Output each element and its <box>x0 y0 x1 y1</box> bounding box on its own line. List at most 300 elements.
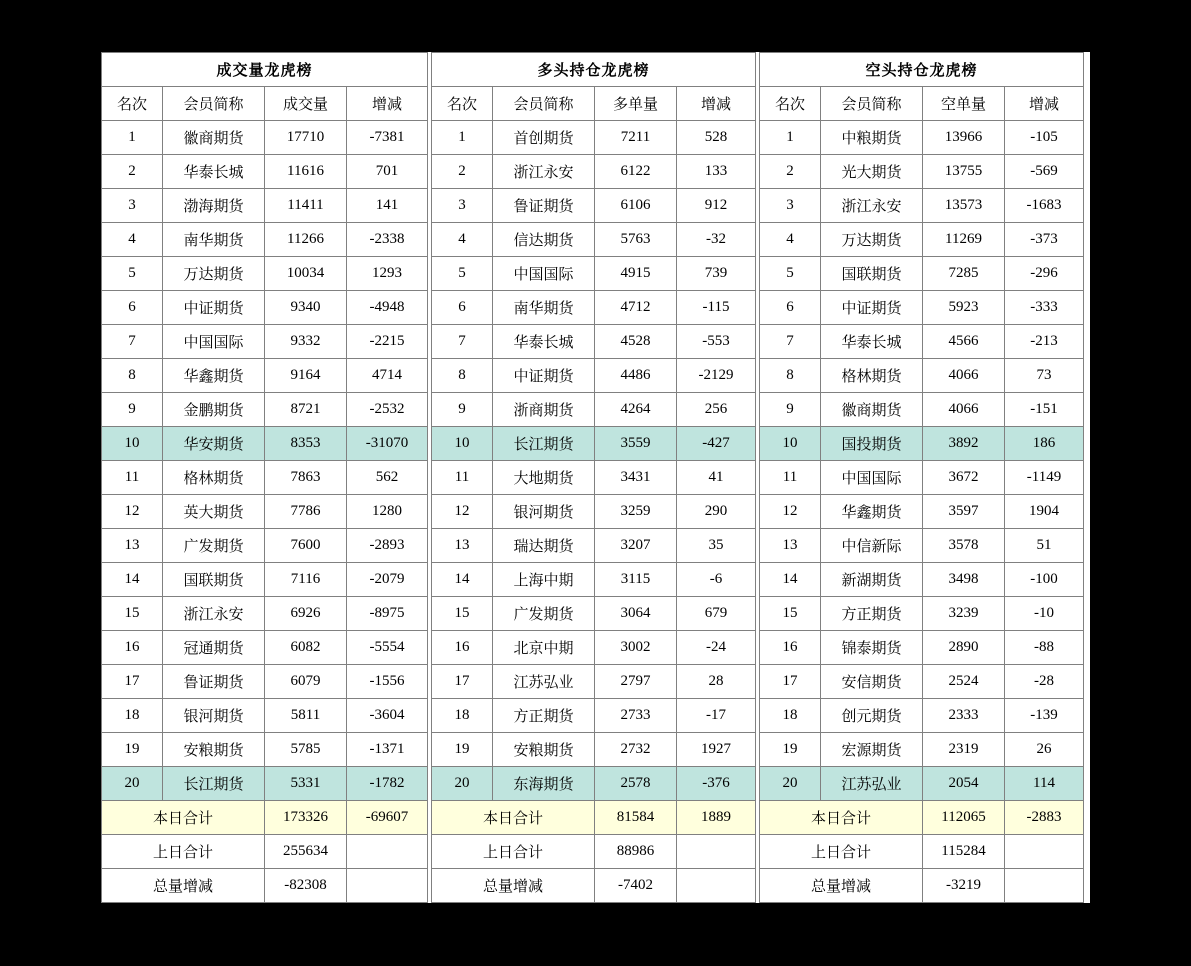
rank-cell: 10 <box>432 427 493 461</box>
table-row <box>432 359 756 393</box>
change-cell: 1280 <box>347 495 428 529</box>
table-row <box>102 223 428 257</box>
rank-cell: 3 <box>760 189 821 223</box>
rank-cell: 20 <box>432 767 493 801</box>
member-name-cell: 中证期货 <box>493 359 595 393</box>
table-row <box>432 699 756 733</box>
table-row <box>760 393 1084 427</box>
change-cell: -2129 <box>677 359 756 393</box>
summary-change <box>347 869 428 903</box>
table-row <box>102 427 428 461</box>
rank-cell: 17 <box>102 665 163 699</box>
member-name-cell: 格林期货 <box>163 461 265 495</box>
change-cell: -139 <box>1005 699 1084 733</box>
table-row <box>760 121 1084 155</box>
volume-cell: 3064 <box>595 597 677 631</box>
rank-cell: 18 <box>432 699 493 733</box>
member-name-cell: 宏源期货 <box>821 733 923 767</box>
volume-cell: 3559 <box>595 427 677 461</box>
member-name-cell: 徽商期货 <box>821 393 923 427</box>
member-name-cell: 冠通期货 <box>163 631 265 665</box>
volume-cell: 11616 <box>265 155 347 189</box>
summary-label: 总量增减 <box>102 869 265 903</box>
table-row <box>102 767 428 801</box>
member-name-cell: 大地期货 <box>493 461 595 495</box>
rank-cell: 20 <box>102 767 163 801</box>
column-header: 名次 <box>760 87 821 121</box>
board-title: 多头持仓龙虎榜 <box>432 53 756 87</box>
rank-cell: 5 <box>102 257 163 291</box>
table-row <box>432 461 756 495</box>
column-header: 名次 <box>102 87 163 121</box>
change-cell: 4714 <box>347 359 428 393</box>
rank-cell: 9 <box>432 393 493 427</box>
member-name-cell: 英大期货 <box>163 495 265 529</box>
member-name-cell: 万达期货 <box>821 223 923 257</box>
member-name-cell: 中国国际 <box>493 257 595 291</box>
change-cell: 256 <box>677 393 756 427</box>
member-name-cell: 安粮期货 <box>163 733 265 767</box>
change-cell: 679 <box>677 597 756 631</box>
volume-cell: 4712 <box>595 291 677 325</box>
rank-cell: 5 <box>760 257 821 291</box>
board-table <box>431 52 756 903</box>
board-1 <box>101 52 428 903</box>
member-name-cell: 南华期货 <box>493 291 595 325</box>
member-name-cell: 首创期货 <box>493 121 595 155</box>
volume-cell: 3431 <box>595 461 677 495</box>
rank-cell: 7 <box>102 325 163 359</box>
change-cell: 114 <box>1005 767 1084 801</box>
change-cell: -1149 <box>1005 461 1084 495</box>
summary-row <box>102 869 428 903</box>
column-header: 增减 <box>1005 87 1084 121</box>
table-row <box>760 461 1084 495</box>
volume-cell: 8721 <box>265 393 347 427</box>
summary-value: -7402 <box>595 869 677 903</box>
change-cell: -100 <box>1005 563 1084 597</box>
rank-cell: 1 <box>432 121 493 155</box>
rank-cell: 19 <box>102 733 163 767</box>
member-name-cell: 南华期货 <box>163 223 265 257</box>
volume-cell: 2733 <box>595 699 677 733</box>
change-cell: -17 <box>677 699 756 733</box>
change-cell: 186 <box>1005 427 1084 461</box>
volume-cell: 3002 <box>595 631 677 665</box>
summary-row <box>102 835 428 869</box>
volume-cell: 6106 <box>595 189 677 223</box>
change-cell: -333 <box>1005 291 1084 325</box>
rank-cell: 6 <box>760 291 821 325</box>
volume-cell: 2319 <box>923 733 1005 767</box>
member-name-cell: 江苏弘业 <box>821 767 923 801</box>
rank-cell: 20 <box>760 767 821 801</box>
rank-cell: 6 <box>432 291 493 325</box>
change-cell: -5554 <box>347 631 428 665</box>
volume-cell: 7786 <box>265 495 347 529</box>
member-name-cell: 浙江永安 <box>163 597 265 631</box>
rank-cell: 14 <box>102 563 163 597</box>
member-name-cell: 中证期货 <box>163 291 265 325</box>
column-header: 多单量 <box>595 87 677 121</box>
change-cell: -32 <box>677 223 756 257</box>
rank-cell: 17 <box>760 665 821 699</box>
rank-cell: 10 <box>102 427 163 461</box>
table-row <box>102 665 428 699</box>
summary-value: -3219 <box>923 869 1005 903</box>
change-cell: -296 <box>1005 257 1084 291</box>
rank-cell: 17 <box>432 665 493 699</box>
table-row <box>432 189 756 223</box>
volume-cell: 3597 <box>923 495 1005 529</box>
table-row <box>102 529 428 563</box>
volume-cell: 13573 <box>923 189 1005 223</box>
change-cell: 739 <box>677 257 756 291</box>
summary-label: 总量增减 <box>432 869 595 903</box>
volume-cell: 7116 <box>265 563 347 597</box>
rank-cell: 11 <box>102 461 163 495</box>
change-cell: -31070 <box>347 427 428 461</box>
table-row <box>760 359 1084 393</box>
summary-change <box>1005 869 1084 903</box>
volume-cell: 3578 <box>923 529 1005 563</box>
member-name-cell: 信达期货 <box>493 223 595 257</box>
rank-cell: 14 <box>760 563 821 597</box>
table-row <box>102 257 428 291</box>
volume-cell: 10034 <box>265 257 347 291</box>
table-row <box>760 597 1084 631</box>
table-row <box>432 223 756 257</box>
volume-cell: 2578 <box>595 767 677 801</box>
summary-value: 88986 <box>595 835 677 869</box>
rank-cell: 16 <box>432 631 493 665</box>
summary-change: -2883 <box>1005 801 1084 835</box>
member-name-cell: 新湖期货 <box>821 563 923 597</box>
summary-change <box>677 835 756 869</box>
rank-cell: 2 <box>102 155 163 189</box>
member-name-cell: 瑞达期货 <box>493 529 595 563</box>
change-cell: 1927 <box>677 733 756 767</box>
change-cell: 73 <box>1005 359 1084 393</box>
summary-value: 115284 <box>923 835 1005 869</box>
table-row <box>102 461 428 495</box>
member-name-cell: 安粮期货 <box>493 733 595 767</box>
volume-cell: 2797 <box>595 665 677 699</box>
table-row <box>102 359 428 393</box>
rank-cell: 12 <box>432 495 493 529</box>
change-cell: -2532 <box>347 393 428 427</box>
summary-row <box>432 801 756 835</box>
member-name-cell: 鲁证期货 <box>163 665 265 699</box>
change-cell: -2893 <box>347 529 428 563</box>
column-header: 增减 <box>347 87 428 121</box>
table-row <box>102 597 428 631</box>
change-cell: -427 <box>677 427 756 461</box>
volume-cell: 7285 <box>923 257 1005 291</box>
rank-cell: 7 <box>432 325 493 359</box>
change-cell: 1293 <box>347 257 428 291</box>
member-name-cell: 安信期货 <box>821 665 923 699</box>
member-name-cell: 光大期货 <box>821 155 923 189</box>
volume-cell: 2890 <box>923 631 1005 665</box>
rank-cell: 4 <box>432 223 493 257</box>
member-name-cell: 广发期货 <box>493 597 595 631</box>
change-cell: -8975 <box>347 597 428 631</box>
volume-cell: 2732 <box>595 733 677 767</box>
volume-cell: 17710 <box>265 121 347 155</box>
change-cell: -2338 <box>347 223 428 257</box>
table-row <box>760 189 1084 223</box>
summary-value: -82308 <box>265 869 347 903</box>
table-row <box>760 529 1084 563</box>
board-table <box>101 52 428 903</box>
summary-value: 173326 <box>265 801 347 835</box>
rank-cell: 13 <box>760 529 821 563</box>
member-name-cell: 中国国际 <box>821 461 923 495</box>
rank-cell: 13 <box>102 529 163 563</box>
volume-cell: 5331 <box>265 767 347 801</box>
member-name-cell: 国联期货 <box>163 563 265 597</box>
rank-cell: 16 <box>102 631 163 665</box>
volume-cell: 3892 <box>923 427 1005 461</box>
table-row <box>102 189 428 223</box>
rank-cell: 7 <box>760 325 821 359</box>
summary-change <box>347 835 428 869</box>
table-row <box>102 495 428 529</box>
column-header: 名次 <box>432 87 493 121</box>
table-row <box>432 563 756 597</box>
member-name-cell: 华泰长城 <box>821 325 923 359</box>
rank-cell: 18 <box>760 699 821 733</box>
table-row <box>760 767 1084 801</box>
change-cell: -151 <box>1005 393 1084 427</box>
table-row <box>432 597 756 631</box>
change-cell: 701 <box>347 155 428 189</box>
rank-cell: 10 <box>760 427 821 461</box>
volume-cell: 4528 <box>595 325 677 359</box>
change-cell: 51 <box>1005 529 1084 563</box>
volume-cell: 5763 <box>595 223 677 257</box>
summary-row <box>432 835 756 869</box>
member-name-cell: 锦泰期货 <box>821 631 923 665</box>
table-row <box>760 665 1084 699</box>
volume-cell: 6082 <box>265 631 347 665</box>
summary-label: 总量增减 <box>760 869 923 903</box>
table-row <box>432 733 756 767</box>
rank-cell: 8 <box>432 359 493 393</box>
change-cell: -1556 <box>347 665 428 699</box>
rank-cell: 6 <box>102 291 163 325</box>
board-3 <box>759 52 1084 903</box>
column-header-row <box>432 87 756 121</box>
column-header-row <box>102 87 428 121</box>
column-header: 会员简称 <box>163 87 265 121</box>
volume-cell: 2524 <box>923 665 1005 699</box>
volume-cell: 9332 <box>265 325 347 359</box>
rank-cell: 11 <box>760 461 821 495</box>
member-name-cell: 浙商期货 <box>493 393 595 427</box>
change-cell: -213 <box>1005 325 1084 359</box>
rank-cell: 1 <box>760 121 821 155</box>
change-cell: -115 <box>677 291 756 325</box>
change-cell: 562 <box>347 461 428 495</box>
change-cell: -24 <box>677 631 756 665</box>
table-row <box>432 631 756 665</box>
change-cell: 133 <box>677 155 756 189</box>
column-header: 增减 <box>677 87 756 121</box>
member-name-cell: 浙江永安 <box>493 155 595 189</box>
board-title: 成交量龙虎榜 <box>102 53 428 87</box>
table-row <box>760 563 1084 597</box>
rank-cell: 14 <box>432 563 493 597</box>
member-name-cell: 长江期货 <box>493 427 595 461</box>
change-cell: -1683 <box>1005 189 1084 223</box>
board-title-row <box>760 53 1084 87</box>
table-row <box>760 291 1084 325</box>
member-name-cell: 中粮期货 <box>821 121 923 155</box>
change-cell: -1371 <box>347 733 428 767</box>
board-title-row <box>102 53 428 87</box>
table-row <box>432 291 756 325</box>
summary-label: 本日合计 <box>432 801 595 835</box>
summary-row <box>760 869 1084 903</box>
table-row <box>102 121 428 155</box>
change-cell: 1904 <box>1005 495 1084 529</box>
volume-cell: 4066 <box>923 393 1005 427</box>
rank-cell: 13 <box>432 529 493 563</box>
rank-cell: 19 <box>432 733 493 767</box>
table-row <box>760 257 1084 291</box>
board-title-row <box>432 53 756 87</box>
member-name-cell: 华泰长城 <box>493 325 595 359</box>
table-row <box>432 529 756 563</box>
change-cell: -4948 <box>347 291 428 325</box>
column-header: 会员简称 <box>821 87 923 121</box>
volume-cell: 8353 <box>265 427 347 461</box>
member-name-cell: 长江期货 <box>163 767 265 801</box>
summary-change <box>677 869 756 903</box>
volume-cell: 6926 <box>265 597 347 631</box>
member-name-cell: 国投期货 <box>821 427 923 461</box>
volume-cell: 7600 <box>265 529 347 563</box>
volume-cell: 7863 <box>265 461 347 495</box>
member-name-cell: 万达期货 <box>163 257 265 291</box>
rank-cell: 2 <box>760 155 821 189</box>
volume-cell: 3259 <box>595 495 677 529</box>
volume-cell: 5785 <box>265 733 347 767</box>
rank-cell: 16 <box>760 631 821 665</box>
summary-value: 81584 <box>595 801 677 835</box>
member-name-cell: 中国国际 <box>163 325 265 359</box>
member-name-cell: 华安期货 <box>163 427 265 461</box>
table-row <box>102 733 428 767</box>
rank-cell: 3 <box>102 189 163 223</box>
board-table <box>759 52 1084 903</box>
change-cell: 41 <box>677 461 756 495</box>
member-name-cell: 东海期货 <box>493 767 595 801</box>
change-cell: 912 <box>677 189 756 223</box>
summary-value: 112065 <box>923 801 1005 835</box>
table-row <box>432 325 756 359</box>
change-cell: -28 <box>1005 665 1084 699</box>
change-cell: -376 <box>677 767 756 801</box>
member-name-cell: 北京中期 <box>493 631 595 665</box>
member-name-cell: 华鑫期货 <box>163 359 265 393</box>
volume-cell: 3115 <box>595 563 677 597</box>
table-row <box>760 733 1084 767</box>
volume-cell: 7211 <box>595 121 677 155</box>
member-name-cell: 徽商期货 <box>163 121 265 155</box>
table-row <box>102 631 428 665</box>
table-row <box>432 393 756 427</box>
column-header-row <box>760 87 1084 121</box>
ranking-sheet <box>101 52 1090 903</box>
volume-cell: 11269 <box>923 223 1005 257</box>
member-name-cell: 创元期货 <box>821 699 923 733</box>
table-row <box>760 325 1084 359</box>
volume-cell: 6079 <box>265 665 347 699</box>
rank-cell: 19 <box>760 733 821 767</box>
summary-row <box>760 835 1084 869</box>
volume-cell: 6122 <box>595 155 677 189</box>
member-name-cell: 江苏弘业 <box>493 665 595 699</box>
volume-cell: 4264 <box>595 393 677 427</box>
summary-label: 上日合计 <box>102 835 265 869</box>
table-row <box>760 155 1084 189</box>
column-header: 空单量 <box>923 87 1005 121</box>
table-row <box>432 665 756 699</box>
volume-cell: 11266 <box>265 223 347 257</box>
summary-label: 本日合计 <box>102 801 265 835</box>
summary-value: 255634 <box>265 835 347 869</box>
table-row <box>102 291 428 325</box>
rank-cell: 1 <box>102 121 163 155</box>
volume-cell: 4566 <box>923 325 1005 359</box>
rank-cell: 8 <box>102 359 163 393</box>
volume-cell: 2333 <box>923 699 1005 733</box>
change-cell: -6 <box>677 563 756 597</box>
column-header: 成交量 <box>265 87 347 121</box>
table-row <box>432 427 756 461</box>
member-name-cell: 银河期货 <box>163 699 265 733</box>
rank-cell: 9 <box>760 393 821 427</box>
volume-cell: 4486 <box>595 359 677 393</box>
volume-cell: 3207 <box>595 529 677 563</box>
summary-change: 1889 <box>677 801 756 835</box>
volume-cell: 4915 <box>595 257 677 291</box>
rank-cell: 4 <box>102 223 163 257</box>
table-row <box>432 257 756 291</box>
member-name-cell: 国联期货 <box>821 257 923 291</box>
table-row <box>432 495 756 529</box>
rank-cell: 15 <box>102 597 163 631</box>
table-row <box>760 223 1084 257</box>
table-row <box>760 699 1084 733</box>
change-cell: 290 <box>677 495 756 529</box>
column-header: 会员简称 <box>493 87 595 121</box>
table-row <box>760 427 1084 461</box>
summary-label: 上日合计 <box>432 835 595 869</box>
rank-cell: 18 <box>102 699 163 733</box>
table-row <box>432 155 756 189</box>
summary-label: 本日合计 <box>760 801 923 835</box>
rank-cell: 9 <box>102 393 163 427</box>
summary-change: -69607 <box>347 801 428 835</box>
rank-cell: 12 <box>760 495 821 529</box>
rank-cell: 2 <box>432 155 493 189</box>
member-name-cell: 渤海期货 <box>163 189 265 223</box>
member-name-cell: 中证期货 <box>821 291 923 325</box>
